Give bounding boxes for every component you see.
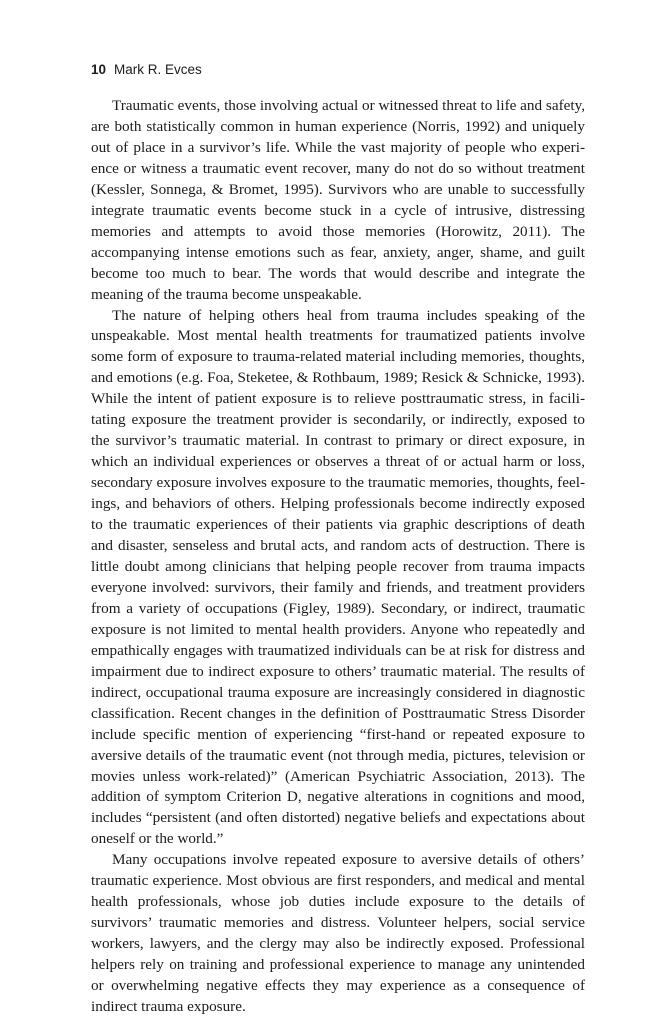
paragraph-1: Traumatic events, those involving actual or witnessed threat to life and safety, are both statistically common in human experience (Norris, 1992) and uniquely out of place in a survivor’s life. While the vast majority of people who experience or witness a traumatic event recover, many do not do so without treatment (Kessler, Sonnega, & Bromet, 1995). Survivors who are unable to successfully integrate traumatic events become stuck in a cycle of intrusive, distressing memories and attempts to avoid those memories (Horowitz, 2011). The accompanying intense emotions such as fear, anxiety, anger, shame, and guilt become too much to bear. The words that would describe and integrate the meaning of the trauma become unspeakable.: [91, 97, 585, 303]
running-head: [91, 61, 202, 79]
paragraph-3: Many occupations involve repeated exposure to aversive details of others’ traumatic experience. Most obvious are first responders, and medical and mental health professionals, whose job duties include exposure to the details of survivors’ traumatic memories and distress. Volunteer helpers, social service workers, lawyers, and the clergy may also be indirectly exposed. Professional helpers rely on training and professional experience to manage any unintended or overwhelming negative effects they may experience as a consequence of indirect trauma exposure.: [91, 851, 585, 1015]
page-number: 10: [91, 62, 107, 77]
paragraph-2: The nature of helping others heal from trauma includes speaking of the unspeakable. Most mental health treatments for traumatized patients involve some form of exposure to trauma-related material including memories, thoughts, and emotions (e.g. Foa, Steketee, & Rothbaum, 1989; Resick & Schnicke, 1993). While the intent of patient exposure is to relieve posttraumatic stress, in facilitating exposure the treatment provider is secondarily, or indirectly, exposed to the survivor’s traumatic material. In contrast to primary or direct exposure, in which an individual experiences or observes a threat of or actual harm or loss, secondary exposure involves exposure to the traumatic memories, thoughts, feelings, and behaviors of others. Helping professionals become indirectly exposed to the traumatic experiences of their patients via graphic descriptions of death and disaster, senseless and brutal acts, and random acts of destruction. There is little doubt among clinicians that helping people recover from trauma impacts everyone involved: survivors, their family and friends, and treatment providers from a variety of occupations (Figley, 1989). Secondary, or indirect, traumatic exposure is not limited to mental health providers. Anyone who repeatedly and empathically engages with traumatized individuals can be at risk for distress and impairment due to indirect exposure to others’ traumatic material. The results of indirect, occupational trauma exposure are increasingly considered in diagnostic classification. Recent changes in the definition of Posttraumatic Stress Disorder include specific mention of experiencing “first-hand or repeated exposure to aversive details of the traumatic event (not through media, pictures, television or movies unless work-related)” (American Psychiatric Association, 2013). The addition of symptom Criterion D, negative alterations in cognitions and mood, includes “persistent (and often distorted) negative beliefs and expectations about oneself or the world.”: [91, 306, 585, 848]
body-text: [91, 96, 585, 1018]
running-head-author: Mark R. Evces: [114, 62, 202, 77]
